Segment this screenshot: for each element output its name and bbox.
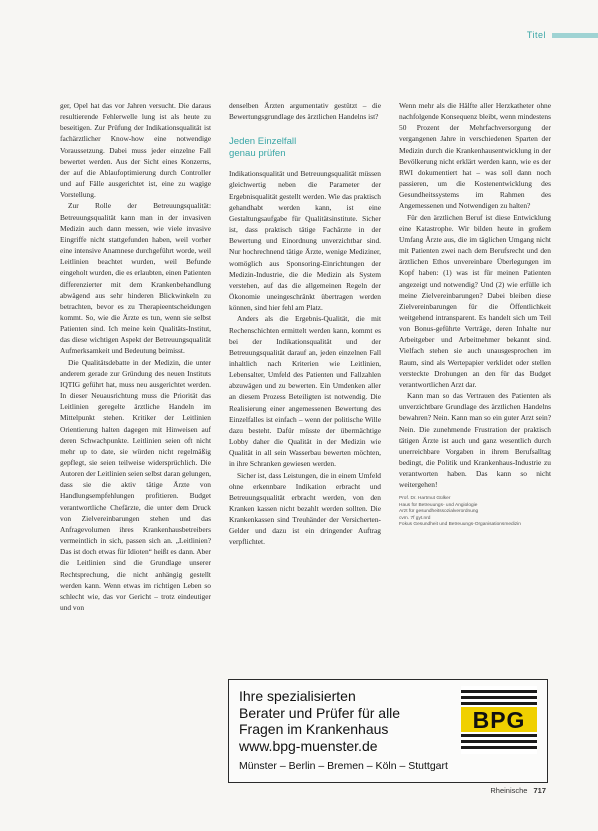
bpg-logo bbox=[461, 686, 537, 754]
paragraph: Indikationsqualität und Betreuungsqualität müssen gleichwertig neben die Parameter der Ergebnisqualität gestellt werden. Wie das praktisch gehandhabt werden kann, ist eine Gestaltungsaufgabe für Qualitätsinstitute. Sicher ist, dass praktisch tätige Fachärzte in der Bewertung und Einordnung unverzichtbar sind. Nur hochrechnend tätige Ärzte, wenige Mediziner, womöglich aus Sponsoring-Einrichtungen der Medizin-Industrie, die die Medizin als System verstehen, auf das die allgemeinen Regeln der Ökonomie uneingeschränkt übertragen werden können, sind hier fehl am Platz. bbox=[229, 169, 381, 313]
author-name: Prof. Dr. Hartmut Gülker bbox=[399, 496, 451, 502]
magazine-name: Rheinische bbox=[490, 786, 528, 795]
logo-text: BPG bbox=[472, 707, 526, 733]
subheading-line: Jeden Einzelfall bbox=[229, 136, 297, 148]
ad-line: Fragen im Krankenhaus bbox=[239, 721, 389, 737]
subheading-line: genau prüfen bbox=[229, 148, 286, 160]
ad-line: Berater und Prüfer für alle bbox=[239, 704, 401, 721]
author-info bbox=[399, 496, 551, 529]
ad-url-link[interactable]: www.bpg-muenster.de bbox=[239, 738, 378, 754]
column-2 bbox=[229, 100, 381, 548]
author-line: cvm. 7f gyt.nrd bbox=[399, 515, 431, 521]
section-color-bar bbox=[552, 33, 598, 38]
paragraph: denselben Ärzten argumentativ gestützt – die Bewertungsgrundlage des ärztlichen Handelns ist? bbox=[229, 101, 381, 122]
paragraph: Anders als die Ergebnis-Qualität, die mit Rechenschichten ermittelt werden kann, kommt es bei der Indikationsqualität und der Betreuungsqualität darauf an, jeden einzelnen Fall inhaltlich nach Kriterien wie Leitlinien, Lebensalter, Umfeld des Patienten und Fallzahlen abzuwägen und zu bewerten. Ein Umdenken aller an diesem Prozess Beteiligten ist notwendig. Die Realisierung einer angemessenen Bewertung des Einzelfalles ist einfach – wenn der politische Wille dazu besteht. Dafür müsste der übermächtige Lobby daher die Qualität in der Medizin wie Qualität in all sein Wasserbau bewerten möchten, in ihre Schranken gewiesen werden. bbox=[229, 314, 381, 469]
paragraph: Wenn mehr als die Hälfte aller Herzkatheter ohne nachfolgende Konsequenz bleibt, wenn mindestens 50 Prozent der Mehrfachversorgung der vergangenen Jahre in verschiedenen Sparten der Medizin durch die Krankenhausentwicklung in der Bevölkerung nicht erklärt werden kann, wie es der RWI dokumentiert hat – was soll dann noch passieren, um die Kostenentwicklung des Gesundheitssystems im Rahmen des Angemessenen und Notwendigen zu halten? bbox=[399, 101, 551, 211]
column-3 bbox=[399, 100, 551, 529]
ad-line: Ihre spezialisierten bbox=[239, 688, 356, 704]
paragraph: Zur Rolle der Betreuungsqualität: Betreuungsqualität kann man in der invasiven Medizin auch dann messen, wie viele invasive Eingriffe nicht stattgefunden haben, weil vorher eine intensive Anamnese durchgeführt worde, weil Leitlinien beachtet wurden, weil Befunde eingeholt wurden, die es erlaubten, einen Patienten differenzierter mit dem Krankenbehandlung abwägend aus sehr hinderen Blickwinkeln zu betrachten, bevor es zu Therapieentscheidungen kommt. So, wie die Ärzte es tun, wenn sie selbst Patienten sind. Ich meine kein Qualitäts-Institut, das diese wichtigen Aspekt der Betreuungsqualität Aufmerksamkeit und Bedeutung beimisst. bbox=[60, 201, 211, 356]
paragraph: ger, Opel hat das vor Jahren versucht. Die daraus resultierende Fehlerwelle lung ist als heute zu beseitigen. Zur Prüfung der Indikationsqualität ist fachärztlicher Know-how eine notwendige Voraussetzung. Dabei muss jeder einzelne Fall bewertet werden. Aus der Sicht eines Konzerns, der auf die Ablaufoptimierung durch Controller und auf Fälle ausgerichtet ist, eine zu wagige Vorstellung. bbox=[60, 101, 211, 200]
paragraph: Die Qualitätsdebatte in der Medizin, die unter anderem gerade zur Gründung des neuen Instituts IQTIG geführt hat, muss neu ausgerichtet werden. In dieser Neuausrichtung muss die Priorität das Leitlinien geregelte ärztliche Handeln im Mittelpunkt stehen. Kritiker der Leitlinien Orientierung halten dagegen mit Hinweisen auf deren Schwachpunkte. Leitlinien seien oft nicht mehr up to date, sie würden nicht regelmäßig gepflegt, sie seien teilweise widersprüchlich. Die Autoren der Leitlinien seien selbst daran gelungen, dass sie die aktiv tätige Ärzte von Handlungsempfehlungen profitieren. Budget verantwortliche Chefärzte, die unter dem Druck von Zielvereinbarungen stehen und das Anfragevolumen ihres Krankenhausbetreibers vermeintlich in sich, passen sich an. „Leitlinien? Das ist doch etwas für Idioten“ heißt es dann. Aber die Leitlinien sind die Grundlage unserer Rechtsprechung, die nicht anhängig gestellt werden kann. Wenn etwas im richtigen Leben so schlecht wie, das vor Gericht – trotz eindeutiger und von bbox=[60, 357, 211, 613]
author-line: Arzt für gesundheitssozialverordnung bbox=[399, 509, 479, 515]
author-line: Haus für Betreuungs- und Angiologie bbox=[399, 502, 478, 508]
page-footer bbox=[490, 786, 546, 795]
ad-cities: Münster – Berlin – Bremen – Köln – Stuttgart bbox=[239, 760, 448, 772]
section-label: Titel bbox=[526, 30, 546, 40]
column-1 bbox=[60, 100, 211, 613]
author-line: Fokus Gesundheit und Betreuungs-Organisationsmedizin bbox=[399, 522, 521, 528]
ad-headline bbox=[239, 688, 400, 738]
paragraph: Für den ärztlichen Beruf ist diese Entwicklung eine Katastrophe. Wir bilden heute in großem Umfang Ärzte aus, die im täglichen Umgang nicht mit Patienten zwei nach dem Berufsrecht und den ärztlichen Ethos unvereinbare Überlegungen im Kopf haben: (1) was ist für meinen Patienten angezeigt und notwendig? Und (2) wie erfülle ich meine Zielvereinbarungen? Dabei bleiben diese Zielvereinbarungen für die Öffentlichkeit weitgehend intransparent. Es handelt sich um Teil von Bonus-geführte Verträge, deren Inhalte nur Arbeitgeber und Arbeitnehmer bekannt sind. Vielfach stehen sie auch unausgesprochen im Raum, sind als Wertepapier verklidet oder stellen versteckte Drohungen an den für das Budget verantwortlichen Arzt dar. bbox=[399, 212, 551, 389]
advertisement[interactable] bbox=[228, 679, 548, 783]
paragraph: Sicher ist, dass Leistungen, die in einem Umfeld ohne erkennbare Indikation erbracht und Betreuungsqualität erbracht werden, von den Kranken kassen nicht bezahlt werden sollten. Die Krankenkassen sind Treuhänder der Versicherten-Gelder und dazu ist ein dringender Auftrag verpflichtet. bbox=[229, 470, 381, 547]
subheading bbox=[229, 136, 381, 160]
paragraph: Kann man so das Vertrauen des Patienten als unverzichtbare Grundlage des ärztlichen Handelns bewahren? Nein. Kann man so ein guter Arzt sein? Nein. Die zunehmende Frustration der praktisch tätigen Ärzte ist auch und ganz wesentlich durch unerreichbare Vorgaben in ihrem Berufsalltag bedingt, die Politik und Krankenhaus-Industrie zu verantworten haben. Das kann so nicht weitergehen! bbox=[399, 391, 551, 490]
page-number: 717 bbox=[533, 786, 546, 795]
